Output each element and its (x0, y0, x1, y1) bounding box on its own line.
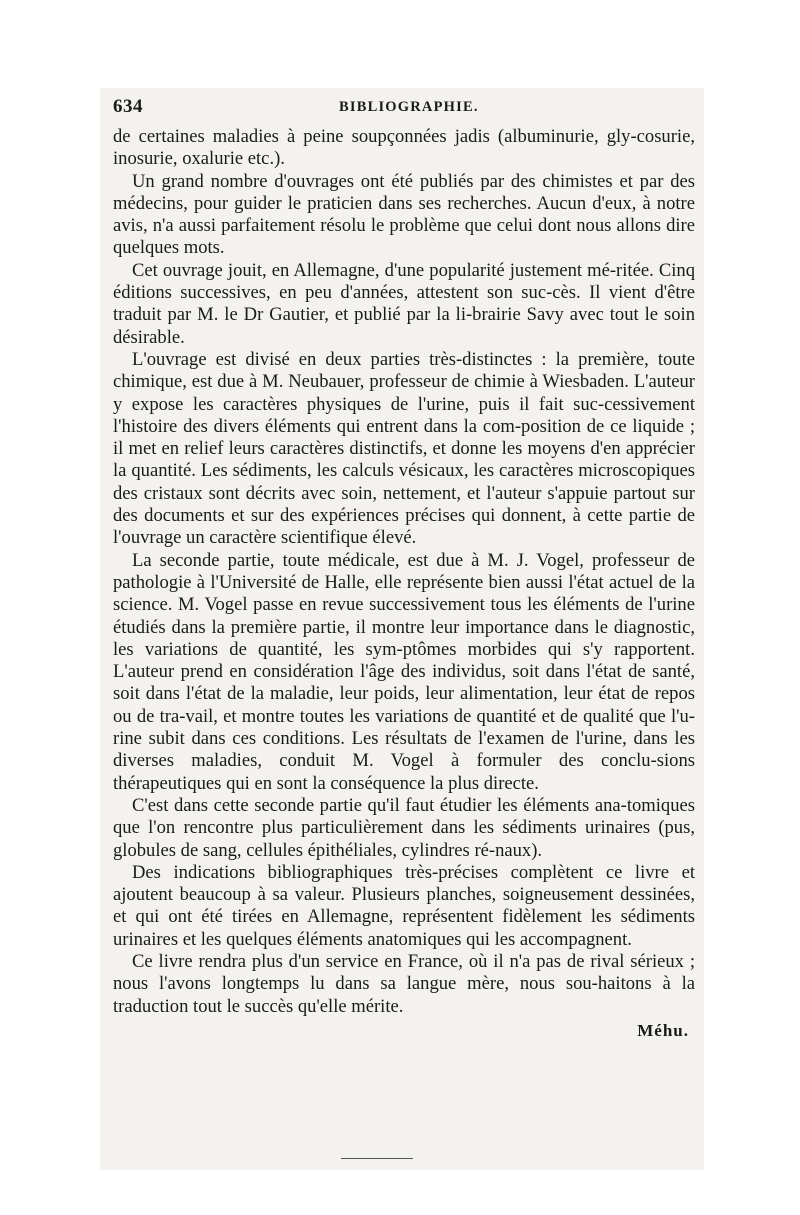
running-head: BIBLIOGRAPHIE. (339, 99, 479, 115)
paragraph-2: Un grand nombre d'ouvrages ont été publiés par des chimistes et par des médecins, pour guider le praticien dans ses recherches. Aucun d'eux, à notre avis, n'a aussi parfaitement résolu le problème que celui dont nous allons dire quelques mots. (113, 170, 695, 259)
paragraph-3: Cet ouvrage jouit, en Allemagne, d'une popularité justement mé-ritée. Cinq éditions successives, en peu d'années, attestent son suc-cès. Il vient d'être traduit par M. le Dr Gautier, et publié par la li-brairie Savy avec tout le soin désirable. (113, 259, 695, 348)
paragraph-4: L'ouvrage est divisé en deux parties très-distinctes : la première, toute chimique, est due à M. Neubauer, professeur de chimie à Wiesbaden. L'auteur y expose les caractères physiques de l'urine, puis il fait suc-cessivement l'histoire des divers éléments qui entrent dans la com-position de ce liquide ; il met en relief leurs caractères distinctifs, et donne les moyens d'en apprécier la quantité. Les sédiments, les calculs vésicaux, les caractères microscopiques des cristaux sont décrits avec soin, nettement, et l'auteur s'appuie partout sur des documents et sur des expériences précises qui donnent, à cette partie de l'ouvrage un caractère scientifique élevé. (113, 348, 695, 549)
paragraph-1: de certaines maladies à peine soupçonnées jadis (albuminurie, gly-cosurie, inosurie, oxalurie etc.). (113, 126, 695, 170)
page-header (113, 96, 695, 122)
paragraph-6: C'est dans cette seconde partie qu'il faut étudier les éléments ana-tomiques que l'on rencontre plus particulièrement dans les sédiments urinaires (pus, globules de sang, cellules épithéliales, cylindres ré-naux). (113, 794, 695, 861)
body-text (113, 126, 695, 1042)
closing-rule (341, 1158, 413, 1159)
author-signature: Méhu. (637, 1020, 689, 1040)
paragraph-5: La seconde partie, toute médicale, est due à M. J. Vogel, professeur de pathologie à l'Université de Halle, elle représente bien aussi l'état actuel de la science. M. Vogel passe en revue successivement tous les éléments de l'urine étudiés dans la première partie, il montre leur importance dans le diagnostic, les variations de quantité, les sym-ptômes morbides qui s'y rapportent. L'auteur prend en considération l'âge des individus, soit dans l'état de santé, soit dans l'état de la maladie, leur poids, leur alimentation, leur état de repos ou de tra-vail, et montre toutes les variations de quantité et de qualité que l'u-rine subit dans ces conditions. Les résultats de l'examen de l'urine, dans les diverses maladies, conduit M. Vogel à formuler des conclu-sions thérapeutiques qui en sont la conséquence la plus directe. (113, 549, 695, 794)
page-number: 634 (113, 96, 143, 117)
paragraph-8: Ce livre rendra plus d'un service en France, où il n'a pas de rival sérieux ; nous l'avons longtemps lu dans sa langue mère, nous sou-haitons à la traduction tout le succès qu'elle mérite. (113, 950, 695, 1017)
paragraph-7: Des indications bibliographiques très-précises complètent ce livre et ajoutent beaucoup à sa valeur. Plusieurs planches, soigneusement dessinées, et qui ont été tirées en Allemagne, représentent fidèlement les sédiments urinaires et les quelques éléments anatomiques qui les accompagnent. (113, 861, 695, 950)
